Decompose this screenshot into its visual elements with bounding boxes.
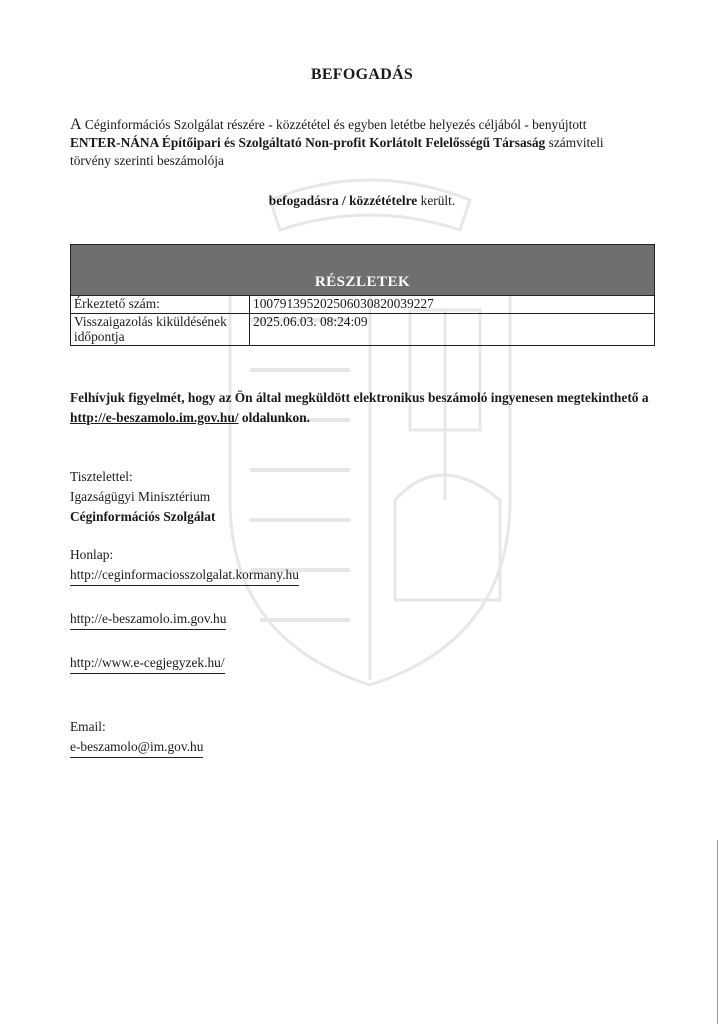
confirmation-time-value: 2025.06.03. 08:24:09 bbox=[250, 314, 655, 346]
document-title: BEFOGADÁS bbox=[310, 66, 414, 83]
email-address[interactable]: e-beszamolo@im.gov.hu bbox=[70, 738, 203, 758]
notice-text: Felhívjuk figyelmét, hogy az Ön által megküldött elektronikus beszámoló ingyenesen megtekinthető a bbox=[70, 390, 649, 405]
intro-paragraph bbox=[70, 116, 660, 170]
homepage-link-ecegjegyzek[interactable]: http://www.e-cegjegyzek.hu/ bbox=[70, 654, 225, 674]
intro-line1: Céginformációs Szolgálat részére - közzététel és egyben letétbe helyezés céljából - benyújtott bbox=[84, 117, 587, 132]
intro-lead: A bbox=[70, 116, 82, 133]
email-block bbox=[70, 717, 203, 758]
details-header: RÉSZLETEK bbox=[71, 245, 655, 296]
link-block-ecegjegyzek bbox=[70, 653, 225, 674]
table-row bbox=[71, 296, 655, 314]
homepage-link-ceginfo[interactable]: http://ceginformaciosszolgalat.kormany.hu bbox=[70, 566, 299, 586]
registration-number-value: 100791395202506030820039227 bbox=[250, 296, 655, 314]
table-row bbox=[71, 314, 655, 346]
email-label: Email: bbox=[70, 719, 106, 734]
notice-link[interactable]: http://e-beszamolo.im.gov.hu/ bbox=[70, 410, 239, 425]
company-name: ENTER-NÁNA Építőipari és Szolgáltató Non-profit Korlátolt Felelősségű Társaság bbox=[70, 135, 546, 150]
registration-number-label: Érkeztető szám: bbox=[71, 296, 250, 314]
service-name: Céginformációs Szolgálat bbox=[70, 509, 216, 524]
ministry-name: Igazságügyi Minisztérium bbox=[70, 489, 211, 504]
notice-suffix: oldalunkon. bbox=[241, 410, 310, 425]
scan-edge-line bbox=[717, 840, 718, 1024]
company-suffix: számviteli bbox=[548, 135, 604, 150]
details-table bbox=[70, 244, 655, 346]
link-block-ebeszamolo bbox=[70, 609, 226, 630]
confirmation-time-label: Visszaigazolás kiküldésének időpontja bbox=[71, 314, 250, 346]
acceptance-status: befogadásra / közzétételre bbox=[268, 193, 418, 208]
homepage-link-ebeszamolo[interactable]: http://e-beszamolo.im.gov.hu bbox=[70, 610, 226, 630]
greeting: Tisztelettel: bbox=[70, 469, 133, 484]
signature-block bbox=[70, 467, 215, 527]
homepage-block bbox=[70, 545, 299, 586]
acceptance-statement bbox=[0, 193, 724, 209]
acceptance-rest: került. bbox=[420, 193, 456, 208]
homepage-label: Honlap: bbox=[70, 547, 114, 562]
notice-paragraph bbox=[70, 388, 665, 428]
intro-line3: törvény szerinti beszámolója bbox=[70, 153, 224, 168]
